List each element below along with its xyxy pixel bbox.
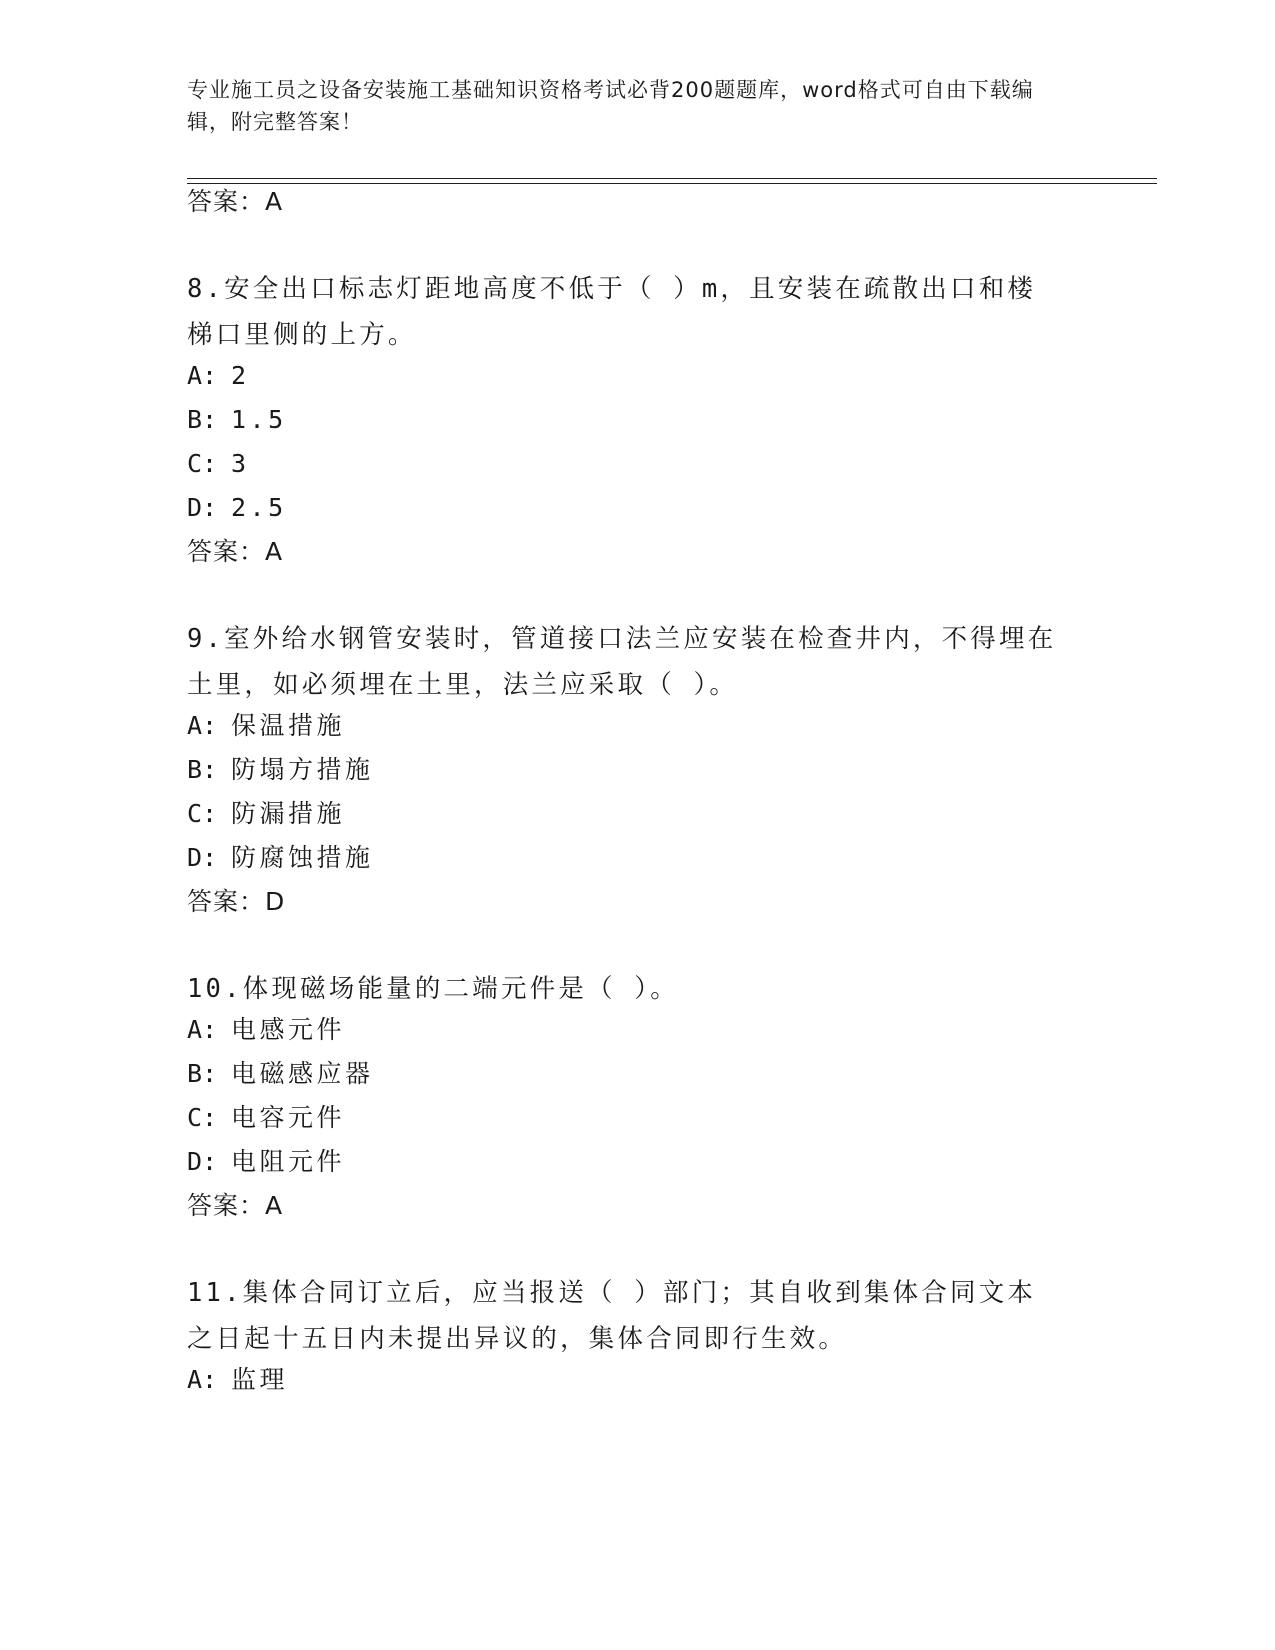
- question-8-text: 8.安全出口标志灯距地高度不低于（ ）m，且安装在疏散出口和楼梯口里侧的上方。: [187, 274, 1037, 350]
- option-a: [187, 708, 345, 744]
- option-a: [187, 358, 250, 394]
- header-divider-top: [187, 178, 1157, 179]
- option-key: C:: [187, 799, 218, 828]
- option-value: 保温措施: [231, 711, 346, 740]
- option-key: B:: [187, 1059, 218, 1088]
- question-11-text: 11.集体合同订立后，应当报送（ ）部门；其自收到集体合同文本之日起十五日内未提出异议的，集体合同即行生效。: [187, 1278, 1037, 1354]
- option-value: 监理: [231, 1365, 289, 1394]
- option-key: A:: [187, 1015, 218, 1044]
- option-key: A:: [187, 1365, 218, 1394]
- option-d: [187, 490, 287, 526]
- option-a: [187, 1362, 288, 1398]
- answer-label: 答案：A: [187, 1191, 284, 1220]
- option-c: [187, 1100, 345, 1136]
- option-value: 防腐蚀措施: [231, 843, 374, 872]
- option-key: A:: [187, 361, 218, 390]
- option-value: 电磁感应器: [231, 1059, 374, 1088]
- option-d: [187, 840, 374, 876]
- option-value: 2: [231, 361, 250, 390]
- option-key: B:: [187, 405, 218, 434]
- option-key: D:: [187, 1147, 218, 1176]
- option-c: [187, 446, 250, 482]
- option-a: [187, 1012, 345, 1048]
- option-key: D:: [187, 493, 218, 522]
- document-header: 专业施工员之设备安装施工基础知识资格考试必背200题题库，word格式可自由下载编辑，附完整答案！: [187, 78, 1034, 134]
- option-key: B:: [187, 755, 218, 784]
- question-10-text: 10.体现磁场能量的二端元件是（ ）。: [187, 974, 679, 1004]
- answer-label: 答案：D: [187, 887, 286, 916]
- option-value: 1.5: [231, 405, 287, 434]
- option-value: 电容元件: [231, 1103, 346, 1132]
- option-c: [187, 796, 345, 832]
- option-value: 防塌方措施: [231, 755, 374, 784]
- option-b: [187, 752, 374, 788]
- option-value: 2.5: [231, 493, 287, 522]
- option-key: C:: [187, 449, 218, 478]
- option-key: D:: [187, 843, 218, 872]
- option-d: [187, 1144, 345, 1180]
- answer-label: 答案：A: [187, 537, 284, 566]
- question-9-text: 9.室外给水钢管安装时，管道接口法兰应安装在检查井内，不得埋在土里，如必须埋在土里，法兰应采取（ ）。: [187, 624, 1057, 700]
- option-value: 3: [231, 449, 250, 478]
- option-key: C:: [187, 1103, 218, 1132]
- option-b: [187, 402, 287, 438]
- answer-label: 答案：A: [187, 187, 284, 216]
- option-b: [187, 1056, 374, 1092]
- document-page: [187, 0, 1157, 1650]
- option-value: 防漏措施: [231, 799, 346, 828]
- option-key: A:: [187, 711, 218, 740]
- option-value: 电阻元件: [231, 1147, 346, 1176]
- header-divider-bottom: [187, 183, 1157, 184]
- option-value: 电感元件: [231, 1015, 346, 1044]
